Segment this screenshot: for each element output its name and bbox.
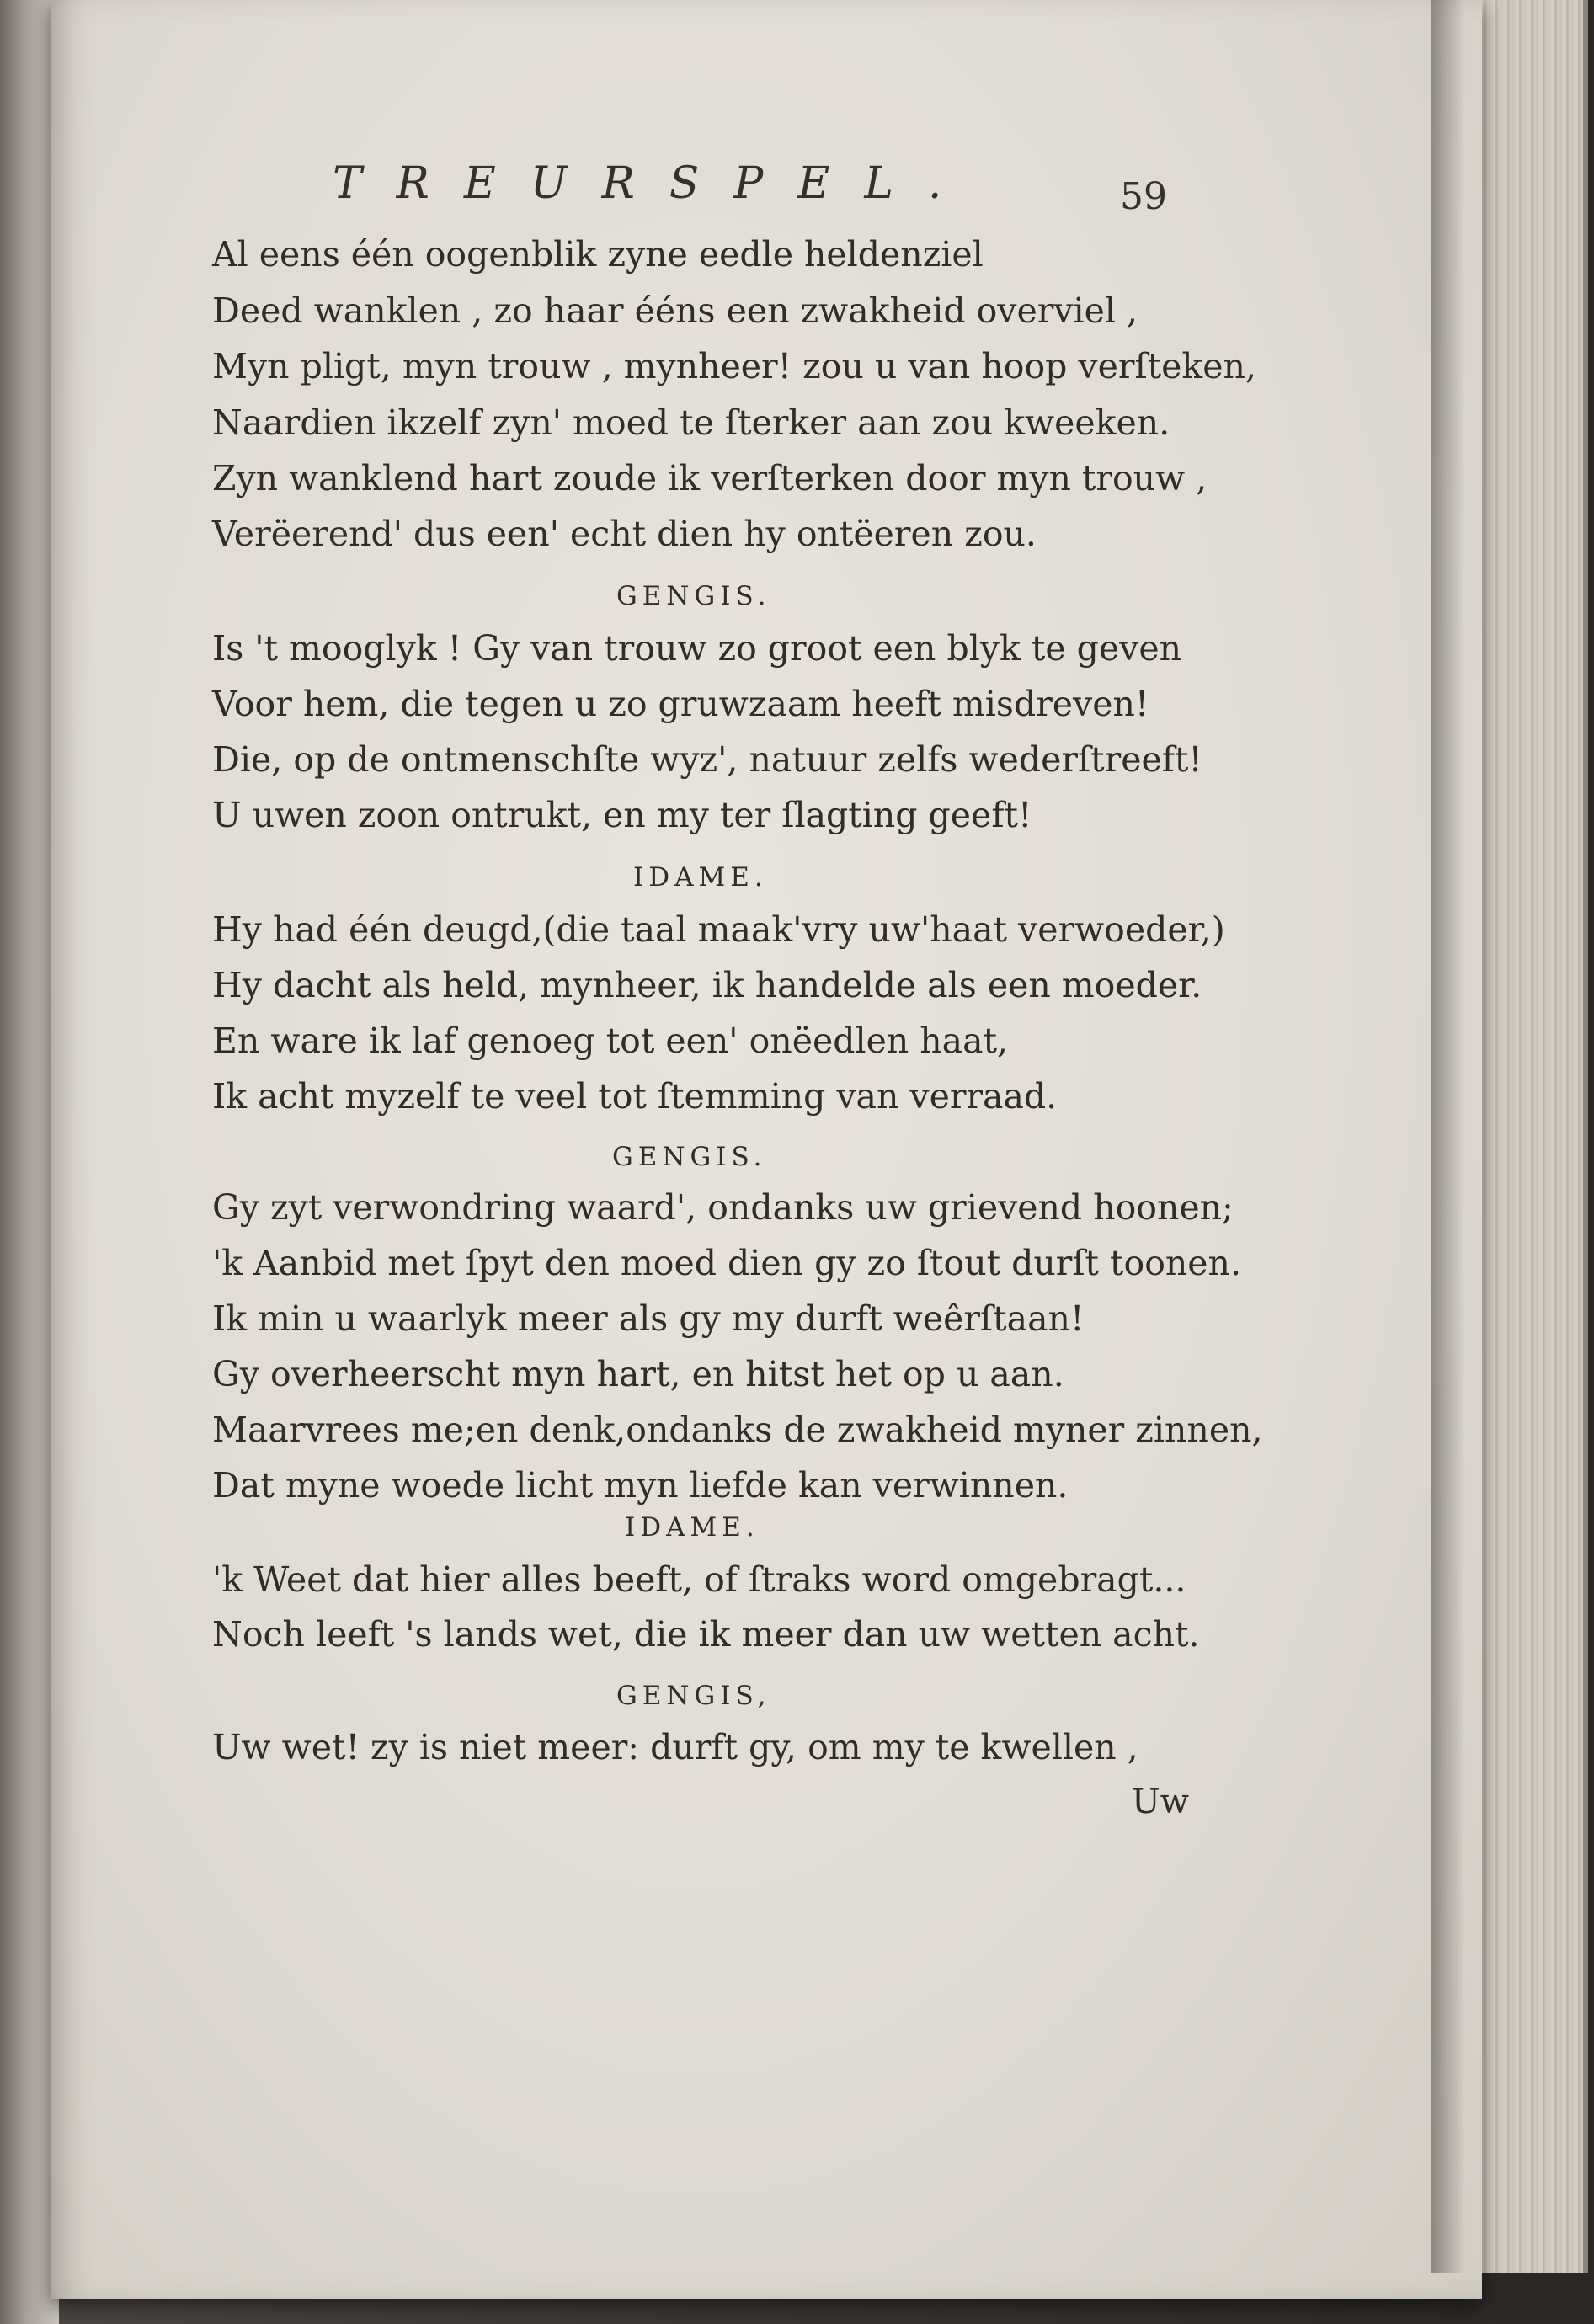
verse-line: Ik min u waarlyk meer als gy my durft weêrſtaan! [212, 1298, 1085, 1339]
catchword: Uw [1132, 1783, 1189, 1821]
verse-line: Gy overheerscht myn hart, en hitst het op u aan. [212, 1354, 1064, 1394]
page-edge-shadow [1431, 0, 1465, 2273]
verse-line: Hy dacht als held, mynheer, ik handelde als een moeder. [212, 965, 1202, 1005]
book-page [51, 0, 1482, 2299]
speaker-name: IDAME. [625, 1512, 760, 1543]
verse-line: Verëerend' dus een' echt dien hy ontëeren zou. [212, 514, 1037, 554]
verse-line: Is 't mooglyk ! Gy van trouw zo groot een blyk te geven [212, 628, 1182, 669]
page-number: 59 [1120, 175, 1167, 218]
verse-line: 'k Weet dat hier alles beeft, of ſtraks word omgebragt... [212, 1559, 1186, 1600]
speaker-name: GENGIS. [612, 1142, 767, 1172]
verse-line: Naardien ikzelf zyn' moed te ſterker aan zou kweeken. [212, 402, 1170, 443]
verse-line: Hy had één deugd,(die taal maak'vry uw'haat verwoeder,) [212, 909, 1225, 950]
verse-line: Myn pligt, myn trouw , mynheer! zou u van hoop verſteken, [212, 346, 1256, 386]
verse-line: Noch leeft 's lands wet, die ik meer dan uw wetten acht. [212, 1614, 1200, 1655]
verse-line: Voor hem, die tegen u zo gruwzaam heeft misdreven! [212, 684, 1149, 724]
running-head: TREURSPEL. [333, 158, 977, 209]
verse-line: Deed wanklen , zo haar ééns een zwakheid overviel , [212, 290, 1138, 331]
verse-line: Al eens één oogenblik zyne eedle heldenziel [212, 234, 984, 275]
verse-line: Maarvrees me;en denk,ondanks de zwakheid myner zinnen, [212, 1410, 1263, 1450]
verse-line: Dat myne woede licht myn liefde kan verwinnen. [212, 1465, 1069, 1506]
verse-line: Zyn wanklend hart zoude ik verſterken door myn trouw , [212, 458, 1207, 498]
speaker-name: GENGIS. [616, 581, 771, 611]
verse-line: Die, op de ontmenschſte wyz', natuur zelfs wederſtreeft! [212, 739, 1202, 780]
verse-line: 'k Aanbid met ſpyt den moed dien gy zo ſtout durſt toonen. [212, 1243, 1241, 1283]
verse-line: Gy zyt verwondring waard', ondanks uw grievend hoonen; [212, 1187, 1234, 1228]
verse-line: U uwen zoon ontrukt, en my ter ſlagting geeft! [212, 795, 1032, 835]
verse-line: En ware ik laf genoeg tot een' onëedlen haat, [212, 1021, 1009, 1061]
verse-line: Uw wet! zy is niet meer: durft gy, om my te kwellen , [212, 1727, 1138, 1767]
verse-line: Ik acht myzelf te veel tot ſtemming van verraad. [212, 1076, 1058, 1117]
speaker-name: IDAME. [633, 862, 768, 893]
speaker-name: GENGIS, [616, 1681, 771, 1711]
